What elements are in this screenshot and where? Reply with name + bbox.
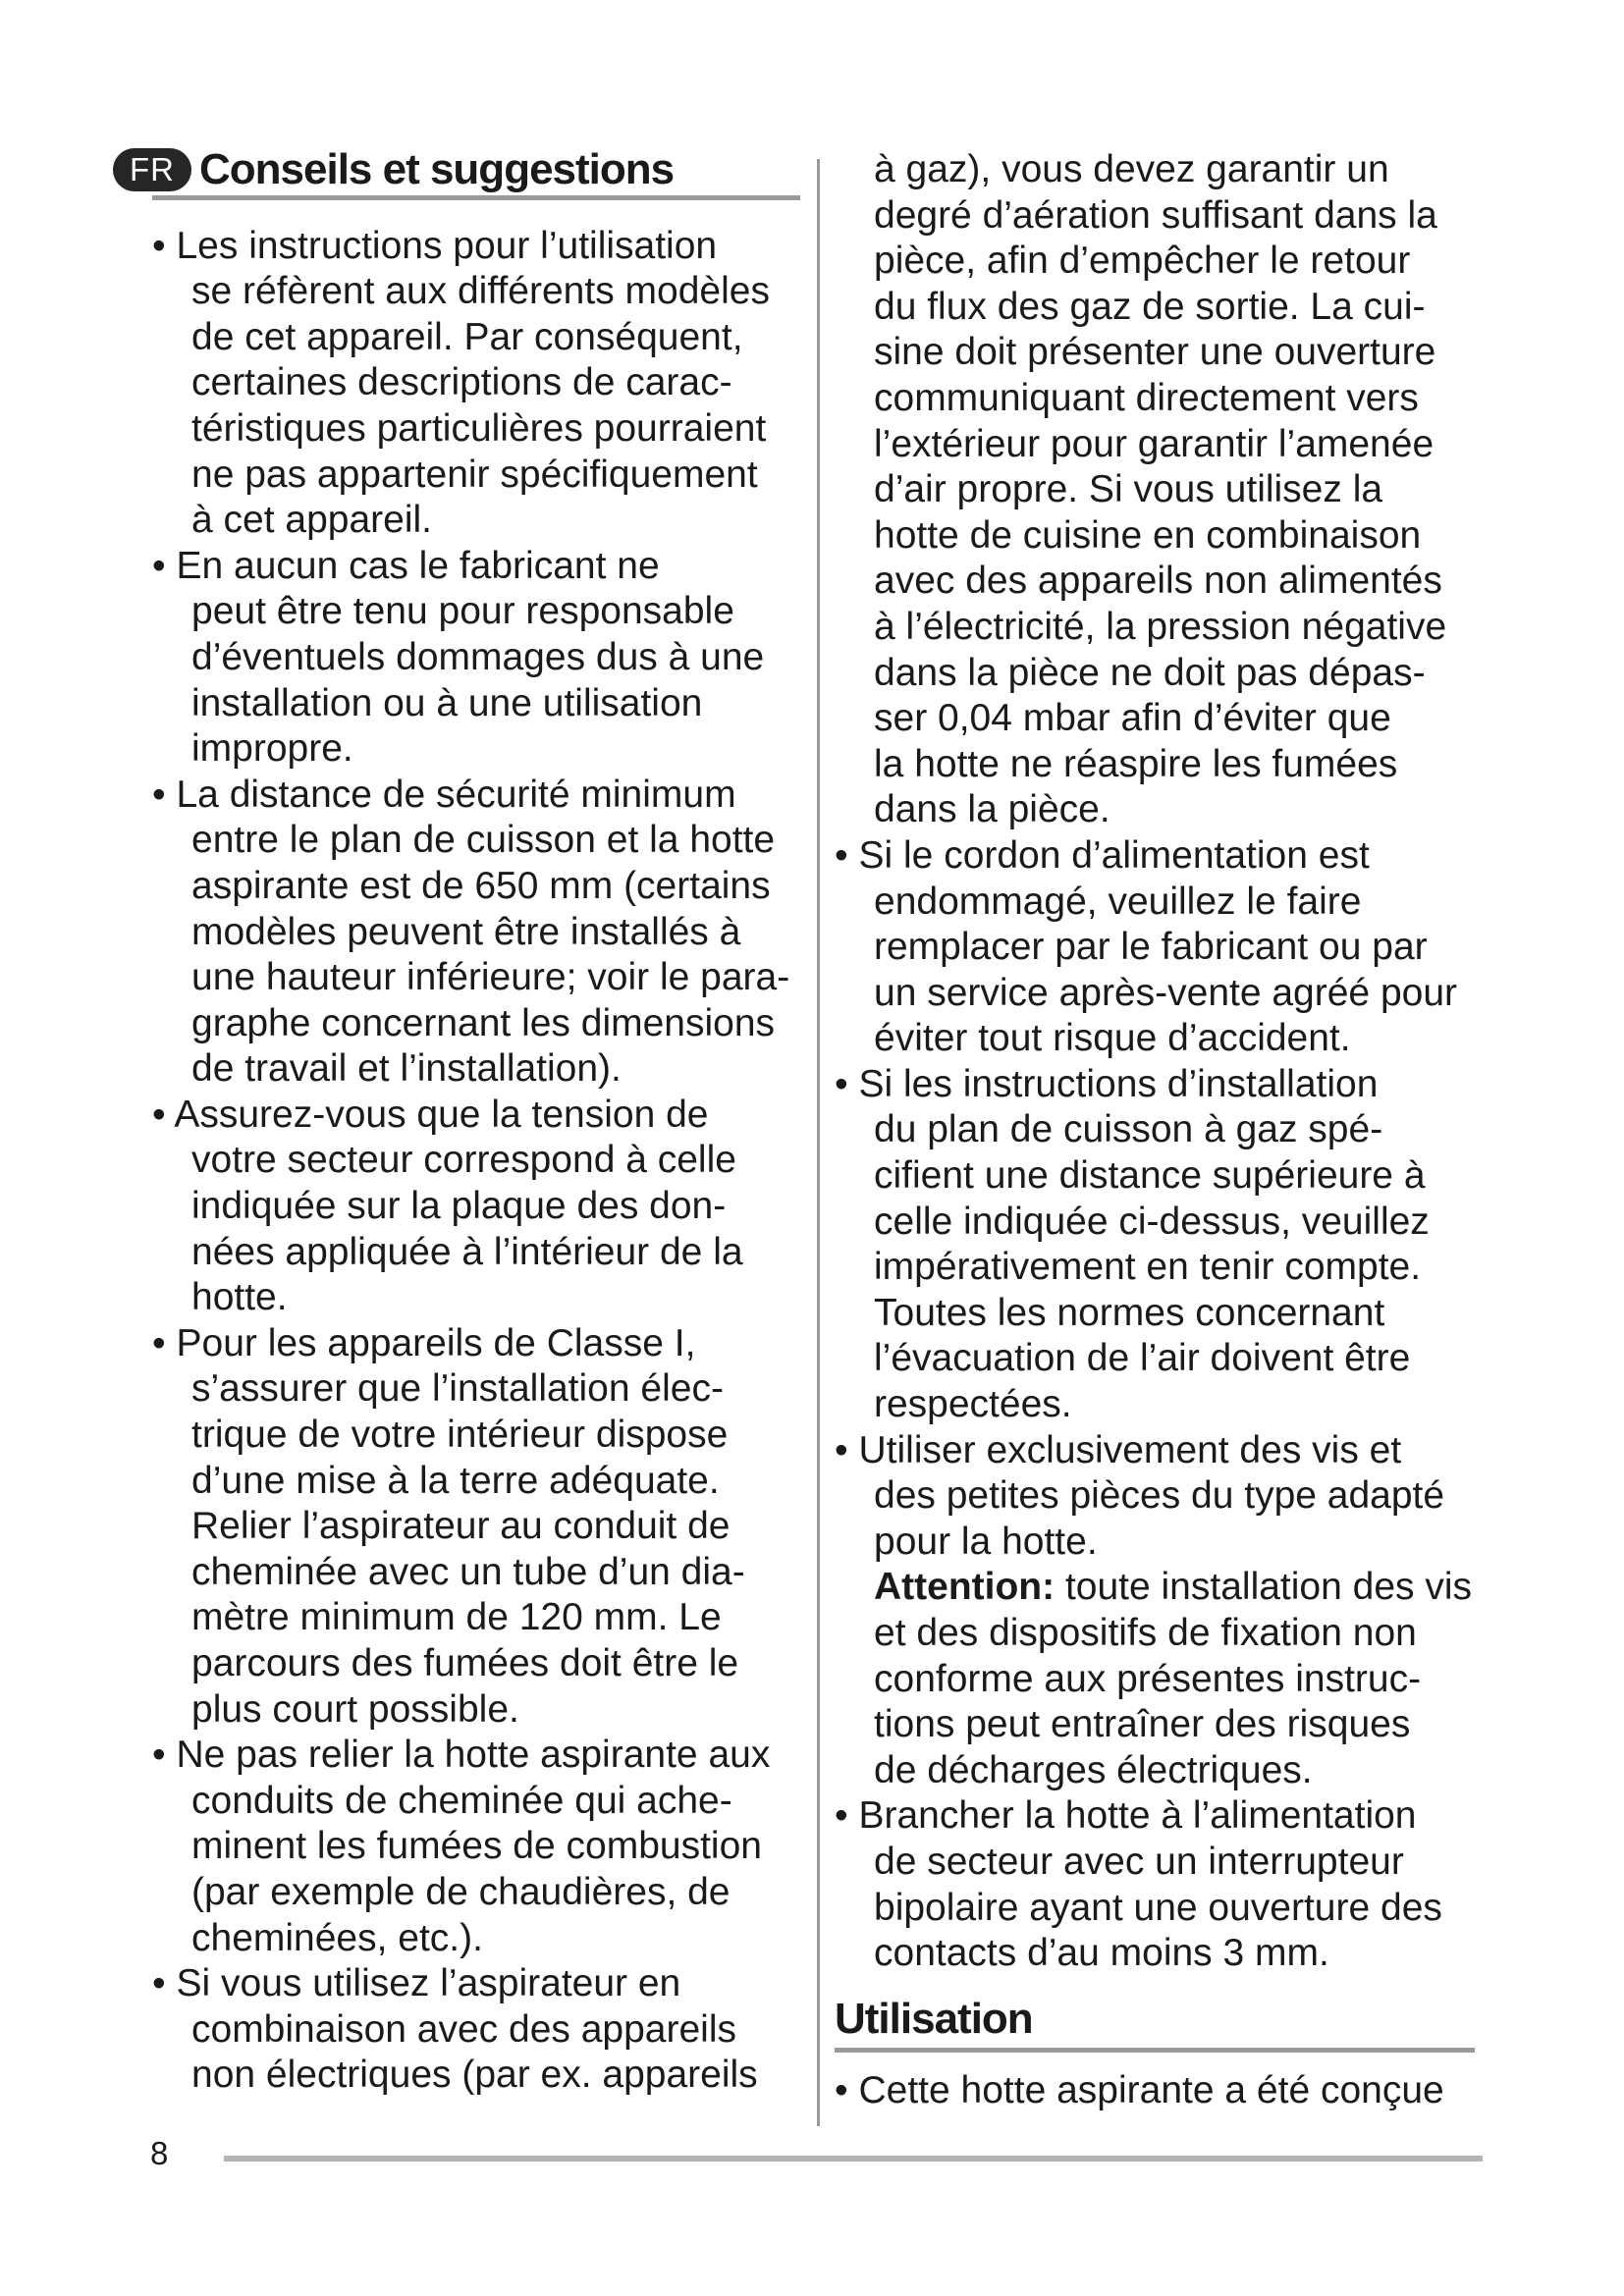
text-line: éviter tout risque d’accident. bbox=[874, 1017, 1351, 1060]
text-line: entre le plan de cuisson et la hotte bbox=[191, 819, 776, 862]
text-line: • Pour les appareils de Classe I, bbox=[152, 1321, 696, 1364]
text-line: communiquant directement vers bbox=[874, 376, 1419, 419]
text-line: des petites pièces du type adapté bbox=[874, 1474, 1445, 1518]
text-line: • Si les instructions d’installation bbox=[835, 1062, 1379, 1105]
text-line: • Utiliser exclusivement des vis et bbox=[835, 1428, 1402, 1471]
section-header bbox=[130, 145, 800, 200]
text-line: certaines descriptions de carac- bbox=[191, 361, 732, 404]
text-line: Toutes les normes concernant bbox=[874, 1291, 1385, 1334]
text-line: avec des appareils non alimentés bbox=[874, 560, 1442, 603]
text-line: conduits de cheminée qui ache- bbox=[191, 1779, 732, 1822]
text-line: hotte. bbox=[191, 1276, 288, 1319]
text-line: remplacer par le fabricant ou par bbox=[874, 926, 1428, 969]
text-line: se réfèrent aux différents modèles bbox=[191, 270, 770, 313]
text-line: de secteur avec un interrupteur bbox=[874, 1840, 1404, 1883]
text-line: du flux des gaz de sortie. La cui- bbox=[874, 285, 1426, 328]
text-line: peut être tenu pour responsable bbox=[191, 590, 734, 633]
text-line: votre secteur correspond à celle bbox=[191, 1139, 736, 1182]
utilisation-first-line: • Cette hotte aspirante a été conçue bbox=[835, 2069, 1444, 2112]
text-line: la hotte ne réaspire les fumées bbox=[874, 742, 1398, 785]
text-line: • Si le cordon d’alimentation est bbox=[835, 833, 1370, 877]
text-line: mètre minimum de 120 mm. Le bbox=[191, 1596, 722, 1639]
text-line: cheminée avec un tube d’un dia- bbox=[191, 1550, 745, 1593]
text-line: ser 0,04 mbar afin d’éviter que bbox=[874, 697, 1391, 740]
text-line: • Si vous utilisez l’aspirateur en bbox=[152, 1962, 681, 2005]
text-line: cheminées, etc.). bbox=[191, 1916, 483, 1959]
text-line: l’extérieur pour garantir l’amenée bbox=[874, 422, 1435, 465]
text-line: tions peut entraîner des risques bbox=[874, 1703, 1411, 1746]
text-line: degré d’aération suffisant dans la bbox=[874, 193, 1437, 237]
text-line: d’une mise à la terre adéquate. bbox=[191, 1459, 720, 1502]
text-line: contacts d’au moins 3 mm. bbox=[874, 1932, 1329, 1975]
right-text-block-2 bbox=[835, 1611, 1483, 1977]
text-line: modèles peuvent être installés à bbox=[191, 910, 741, 953]
text-line: parcours des fumées doit être le bbox=[191, 1642, 739, 1684]
text-line: impropre. bbox=[191, 727, 353, 771]
text-line: • En aucun cas le fabricant ne bbox=[152, 544, 660, 587]
text-line: sine doit présenter une ouverture bbox=[874, 331, 1436, 374]
text-line: l’évacuation de l’air doivent être bbox=[874, 1337, 1411, 1380]
text-line: une hauteur inférieure; voir le para- bbox=[191, 956, 790, 999]
section-title: Conseils et suggestions bbox=[199, 145, 675, 193]
text-line: aspirante est de 650 mm (certains bbox=[191, 864, 771, 907]
column-divider bbox=[817, 159, 820, 2126]
text-line: dans la pièce ne doit pas dépas- bbox=[874, 651, 1426, 694]
text-line: hotte de cuisine en combinaison bbox=[874, 513, 1422, 557]
text-line: graphe concernant les dimensions bbox=[191, 1001, 776, 1044]
text-line: bipolaire ayant une ouverture des bbox=[874, 1886, 1442, 1929]
page-number: 8 bbox=[150, 2135, 169, 2171]
text-line: un service après-vente agréé pour bbox=[874, 971, 1458, 1014]
text-line: dans la pièce. bbox=[874, 788, 1110, 831]
text-line: de travail et l’installation). bbox=[191, 1047, 622, 1091]
text-line: du plan de cuisson à gaz spé- bbox=[874, 1108, 1383, 1151]
text-line: trique de votre intérieur dispose bbox=[191, 1414, 729, 1457]
text-line: • Les instructions pour l’utilisation bbox=[152, 224, 718, 267]
left-column bbox=[130, 145, 800, 2099]
text-line: installation ou à une utilisation bbox=[191, 681, 703, 724]
text-line: d’air propre. Si vous utilisez la bbox=[874, 468, 1383, 511]
text-line: • La distance de sécurité minimum bbox=[152, 773, 736, 816]
text-line: et des dispositifs de fixation non bbox=[874, 1612, 1417, 1654]
text-line: conforme aux présentes instruc- bbox=[874, 1657, 1422, 1700]
text-line: Relier l’aspirateur au conduit de bbox=[191, 1505, 731, 1548]
text-line: de décharges électriques. bbox=[874, 1748, 1313, 1791]
footer-rule bbox=[224, 2156, 1483, 2162]
section-title-utilisation: Utilisation bbox=[835, 1994, 1033, 2043]
text-line: ne pas appartenir spécifiquement bbox=[191, 453, 758, 496]
text-line: • Brancher la hotte à l’alimentation bbox=[835, 1794, 1417, 1838]
left-text-block bbox=[152, 224, 800, 2099]
text-line: • Ne pas relier la hotte aspirante aux bbox=[152, 1734, 771, 1777]
text-line: • Assurez-vous que la tension de bbox=[152, 1093, 709, 1136]
section-header-utilisation bbox=[835, 1994, 1475, 2054]
text-line: respectées. bbox=[874, 1383, 1072, 1426]
text-line: non électriques (par ex. appareils bbox=[191, 2054, 758, 2097]
text-line: nées appliquée à l’intérieur de la bbox=[191, 1230, 743, 1273]
right-text-block-1 bbox=[835, 147, 1483, 1565]
text-line: d’éventuels dommages dus à une bbox=[191, 635, 765, 678]
text-line: indiquée sur la plaque des don- bbox=[191, 1185, 727, 1228]
text-line: téristiques particulières pourraient bbox=[191, 406, 767, 450]
text-line: plus court possible. bbox=[191, 1687, 519, 1731]
attention-label: Attention: bbox=[874, 1566, 1056, 1609]
text-line: de cet appareil. Par conséquent, bbox=[191, 315, 743, 358]
text-line: pièce, afin d’empêcher le retour bbox=[874, 240, 1411, 283]
attention-line bbox=[835, 1565, 1483, 1611]
language-badge: FR bbox=[113, 148, 191, 191]
text-line: minent les fumées de combustion bbox=[191, 1825, 762, 1868]
text-line: à l’électricité, la pression négative bbox=[874, 605, 1447, 648]
text-line: à cet appareil. bbox=[191, 499, 432, 542]
text-line: combinaison avec des appareils bbox=[191, 2007, 736, 2051]
text-line: pour la hotte. bbox=[874, 1520, 1098, 1563]
text-line: s’assurer que l’installation élec- bbox=[191, 1367, 724, 1411]
attention-text: toute installation des vis bbox=[1055, 1566, 1473, 1609]
right-column bbox=[835, 147, 1483, 2114]
text-line: endommagé, veuillez le faire bbox=[874, 880, 1362, 923]
text-line: celle indiquée ci-dessus, veuillez bbox=[874, 1200, 1430, 1243]
text-line: impérativement en tenir compte. bbox=[874, 1246, 1422, 1289]
text-line: à gaz), vous devez garantir un bbox=[874, 148, 1389, 190]
text-line: cifient une distance supérieure à bbox=[874, 1154, 1426, 1198]
text-line: (par exemple de chaudières, de bbox=[191, 1870, 731, 1913]
